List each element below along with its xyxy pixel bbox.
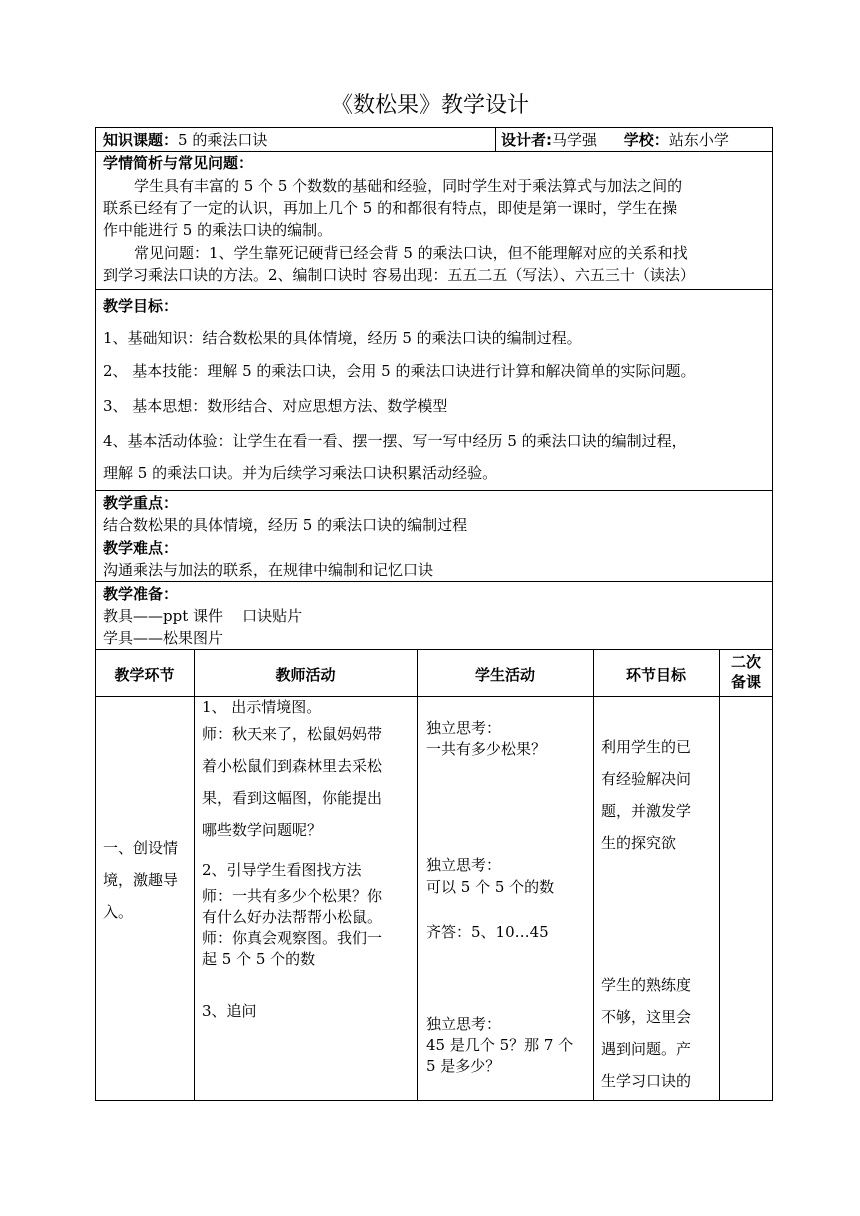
analysis-line: 常见问题：1、学生靠死记硬背已经会背 5 的乘法口诀，但不能理解对应的关系和找 xyxy=(134,244,688,262)
student-think: 独立思考： xyxy=(426,719,502,737)
row-divider xyxy=(95,289,773,290)
teacher-line: 着小松鼠们到森林里去采松 xyxy=(202,757,383,775)
goal-line: 生学习口诀的 xyxy=(601,1072,692,1090)
column-divider xyxy=(719,649,720,1101)
teacher-item-1: 1、 出示情境图。 xyxy=(202,698,322,716)
teacher-item-2: 2、引导学生看图找方法 xyxy=(202,861,362,879)
teacher-line: 哪些数学问题呢？ xyxy=(202,821,323,839)
analysis-heading: 学情简析与常见问题： xyxy=(103,154,254,172)
difficult-text: 沟通乘法与加法的联系，在规律中编制和记忆口诀 xyxy=(103,561,434,579)
goal-item: 4、基本活动体验：让学生在看一看、摆一摆、写一写中经历 5 的乘法口诀的编制过程， xyxy=(103,432,687,450)
student-question-block xyxy=(426,1035,573,1077)
key-heading: 教学重点： xyxy=(103,494,179,512)
row-divider xyxy=(95,151,773,152)
header-teacher: 教师活动 xyxy=(275,666,336,684)
prep-heading: 教学准备： xyxy=(103,585,179,603)
teacher-line: 师：秋天来了，松鼠妈妈带 xyxy=(202,725,383,743)
goals-heading: 教学目标： xyxy=(103,297,179,315)
goal-item: 理解 5 的乘法口诀。并为后续学习乘法口诀积累活动经验。 xyxy=(103,464,498,482)
info-divider xyxy=(495,127,496,151)
goal-line: 题，并激发学 xyxy=(601,802,692,820)
student-think: 独立思考： xyxy=(426,856,502,874)
teacher-line: 有什么好办法帮帮小松鼠。 xyxy=(202,908,383,926)
analysis-line: 学生具有丰富的 5 个 5 个数数的基础和经验，同时学生对于乘法算式与加法之间的 xyxy=(134,177,683,195)
header-second-prep-line: 二次 xyxy=(730,653,761,671)
row-divider xyxy=(95,490,773,491)
teacher-item-3: 3、追问 xyxy=(202,1002,257,1020)
topic-value: 5 的乘法口诀 xyxy=(178,131,268,149)
student-answer: 可以 5 个 5 个的数 xyxy=(426,878,555,896)
goal-item: 3、 基本思想：数形结合、对应思想方法、数学模型 xyxy=(103,397,448,415)
header-second-prep xyxy=(719,652,773,692)
stage-cell xyxy=(103,832,178,928)
goal-cell-2 xyxy=(601,969,691,1097)
goal-line: 学生的熟练度 xyxy=(601,976,692,994)
teacher-item-1-text xyxy=(202,718,382,846)
column-divider xyxy=(417,649,418,1101)
analysis-line: 到学习乘法口诀的方法。2、编制口诀时 容易出现：五五二五（写法）、六五三十（读法） xyxy=(103,266,695,284)
school-label: 学校： xyxy=(623,131,669,149)
difficult-heading: 教学难点： xyxy=(103,539,179,557)
teacher-line: 师：你真会观察图。我们一 xyxy=(202,929,383,947)
key-text: 结合数松果的具体情境，经历 5 的乘法口诀的编制过程 xyxy=(103,516,468,534)
column-divider xyxy=(194,649,195,1101)
header-goal: 环节目标 xyxy=(625,666,686,684)
topic-label: 知识课题： xyxy=(103,131,179,149)
teacher-tools: 教具——ppt 课件 口诀贴片 xyxy=(103,607,303,625)
student-chorus: 齐答：5、10…45 xyxy=(426,923,549,941)
student-question: 一共有多少松果？ xyxy=(426,740,547,758)
stage-line: 境，激趣导 xyxy=(103,871,179,889)
goal-line: 利用学生的已 xyxy=(601,738,692,756)
goal-line: 不够，这里会 xyxy=(601,1008,692,1026)
student-line: 5 是多少？ xyxy=(426,1057,501,1075)
header-stage: 教学环节 xyxy=(114,666,175,684)
stage-line: 一、创设情 xyxy=(103,839,179,857)
teacher-item-2-text xyxy=(202,886,382,970)
goal-line: 生的探究欲 xyxy=(601,834,677,852)
student-tools: 学具——松果图片 xyxy=(103,629,224,647)
designer-cell xyxy=(501,130,729,150)
goal-line: 有经验解决问 xyxy=(601,770,692,788)
school-value: 站东小学 xyxy=(668,131,729,149)
goal-item: 1、基础知识：结合数松果的具体情境，经历 5 的乘法口诀的编制过程。 xyxy=(103,329,582,347)
row-divider xyxy=(95,581,773,582)
analysis-line: 联系已经有了一定的认识，再加上几个 5 的和都很有特点，即使是第一课时，学生在操 xyxy=(103,199,678,217)
teacher-line: 师：一共有多少个松果？你 xyxy=(202,887,383,905)
header-second-prep-line: 备课 xyxy=(730,673,761,691)
student-line: 45 是几个 5？那 7 个 xyxy=(426,1036,574,1054)
row-divider xyxy=(95,696,773,697)
goal-cell-1 xyxy=(601,731,691,859)
stage-line: 入。 xyxy=(103,903,134,921)
student-think: 独立思考： xyxy=(426,1015,502,1033)
header-student: 学生活动 xyxy=(474,666,535,684)
topic-cell xyxy=(103,130,267,150)
goal-line: 遇到问题。产 xyxy=(601,1040,692,1058)
column-divider xyxy=(593,649,594,1101)
document-title: 《数松果》教学设计 xyxy=(330,93,529,118)
designer-label: 设计者: xyxy=(501,131,552,149)
analysis-line: 作中能进行 5 的乘法口诀的编制。 xyxy=(103,221,333,239)
designer-value: 马学强 xyxy=(552,131,598,149)
teacher-line: 果，看到这幅图，你能提出 xyxy=(202,789,383,807)
row-divider xyxy=(95,649,773,650)
goal-item: 2、 基本技能：理解 5 的乘法口诀，会用 5 的乘法口诀进行计算和解决简单的实际问题。 xyxy=(103,362,696,380)
teacher-line: 起 5 个 5 个的数 xyxy=(202,950,316,968)
